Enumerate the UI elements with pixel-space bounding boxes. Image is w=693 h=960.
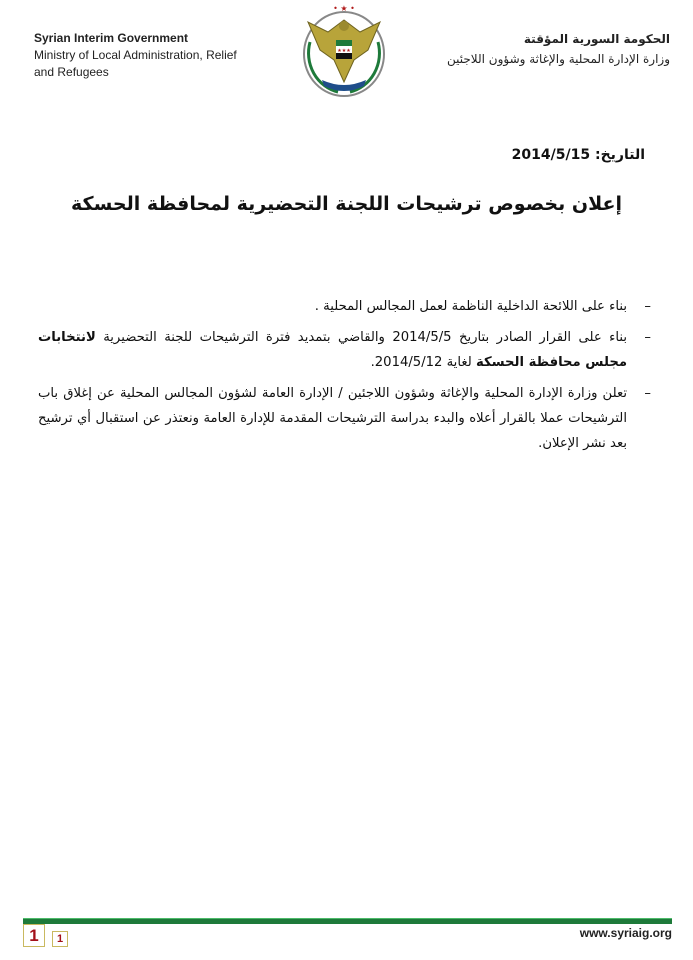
list-item [38,325,651,375]
item-text: لغاية 2014/5/12. [370,355,476,370]
footer-website-link[interactable]: www.syriaig.org [579,926,672,940]
header-en-ministry-cont: and Refugees [34,65,109,79]
item-text: بناء على القرار الصادر بتاريخ 2014/5/5 والقاضي بتمديد فترة الترشيحات للجنة التحضيرية [95,330,628,345]
bullet-dash: – [644,299,651,314]
svg-text:★★★: ★★★ [337,48,351,54]
header-english [34,30,237,81]
header-ar-government: الحكومة السورية المؤقتة [523,32,670,46]
page-number-small: 1 [52,931,68,947]
government-emblem-logo [298,2,390,100]
header-en-ministry: Ministry of Local Administration, Relief [34,48,237,62]
footer-divider [23,918,672,924]
svg-text:• ★ •: • ★ • [333,4,355,13]
page-number-large: 1 [23,924,45,947]
list-item [38,294,651,319]
item-text: بناء على اللائحة الداخلية الناظمة لعمل المجالس المحلية . [314,299,627,314]
item-text: تعلن وزارة الإدارة المحلية والإغاثة وشؤون اللاجئين / الإدارة العامة لشؤون المجالس المحلية عن إغلاق باب الترشيحات عملا بالقرار أعلاه والبدء بدراسة الترشيحات المقدمة للإدارة العامة ونعتذر عن استقبال أي ترشيح بعد نشر الإعلان. [38,386,627,451]
header-ar-ministry: وزارة الإدارة المحلية والإغاثة وشؤون اللاجئين [447,52,670,66]
bullet-dash: – [644,386,651,401]
item-text-bold: لانتخابات مجلس محافظة الحسكة [38,330,627,370]
list-item [38,381,651,456]
header-arabic [447,29,670,69]
header-en-government: Syrian Interim Government [34,31,189,45]
document-date: التاريخ: 2014/5/15 [511,147,645,163]
document-body [38,294,651,462]
bullet-dash: – [644,330,651,345]
document-title: إعلان بخصوص ترشيحات اللجنة التحضيرية لمحافظة الحسكة [71,193,622,215]
